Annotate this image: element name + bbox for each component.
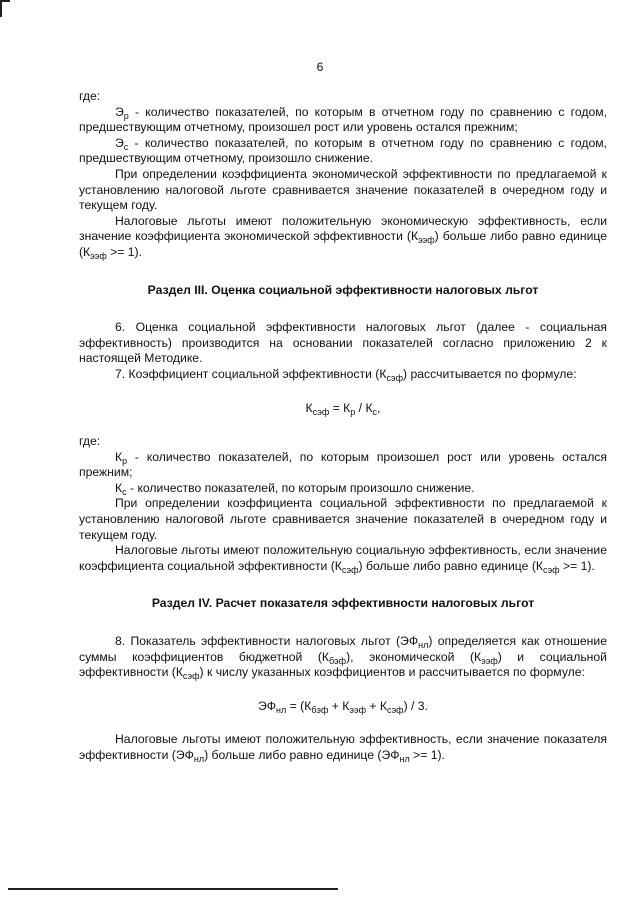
paragraph-7: 7. Коэффициент социальной эффективности $(К_{сэф})$ рассчитывается по формуле: bbox=[115, 366, 577, 383]
kc-definition: $К_с$ - количество показателей, по которым произошло снижение. bbox=[115, 480, 475, 497]
paragraph-overall-positive: Налоговые льготы имеют положительную эффективность, если значение показателя эффективности $(ЭФ_{нл})$ больше либо равно единице $(ЭФ_{нл} >= 1)$. bbox=[79, 732, 607, 764]
where-label: где: bbox=[79, 434, 101, 449]
kr-definition: $К_р$ - количество показателей, по которым произошел рост или уровень остался прежним; bbox=[79, 449, 607, 480]
scan-mark bbox=[0, 0, 2, 17]
social-formula: $К_{сэф} = К_р / К_с$, bbox=[305, 400, 381, 417]
paragraph-6: 6. Оценка социальной эффективности налоговых льгот (далее - социальная эффективность) производится на основании показателей согласно приложению 2 к настоящей Методике. bbox=[79, 320, 607, 366]
paragraph-economic-comparison: При определении коэффициента экономической эффективности по предлагаемой к установлению налоговой льготе сравнивается значение показателей в очередном году и текущем году. bbox=[79, 166, 607, 213]
section-3-heading: Раздел III. Оценка социальной эффективности налоговых льгот bbox=[147, 282, 539, 297]
scan-mark bbox=[0, 0, 10, 2]
efficiency-formula: $ЭФ_{нл} = (К_{бэф} + К_{ээф} + К_{сэф}) / 3$. bbox=[258, 698, 428, 715]
where-label: где: bbox=[79, 89, 101, 103]
paragraph-8: 8. Показатель эффективности налоговых льгот $(ЭФ_{нл})$ определяется как отношение суммы коэффициентов бюджетной $(К_{бэф})$, экономической $(К_{ээф})$ и социальной эффективности $(К_{сэф})$ к числу указанных коэффициентов и рассчитывается по формуле: bbox=[79, 634, 607, 682]
page-number: 6 bbox=[316, 60, 324, 74]
footnote-rule bbox=[8, 888, 338, 890]
paragraph-economic-positive: Налоговые льготы имеют положительную экономическую эффективность, если значение коэффициента экономической эффективности $(К_{ээф})$ больше либо равно единице $(К_{ээф} >= 1)$. bbox=[79, 213, 607, 261]
document-body bbox=[79, 89, 607, 764]
section-4-heading: Раздел IV. Расчет показателя эффективности налоговых льгот bbox=[151, 596, 535, 611]
es-definition: $Э_с$ - количество показателей, по которым в отчетном году по сравнению с годом, предшествующим отчетному, произошло снижение. bbox=[79, 135, 607, 166]
paragraph-social-positive: Налоговые льготы имеют положительную социальную эффективность, если значение коэффициента социальной эффективности $(К_{сэф})$ больше либо равно единице $(К_{сэф} >= 1)$. bbox=[79, 543, 607, 575]
er-definition: $Э_р$ - количество показателей, по которым в отчетном году по сравнению с годом, предшествующим отчетному, произошел рост или уровень остался прежним; bbox=[79, 104, 607, 135]
paragraph-social-comparison: При определении коэффициента социальной эффективности по предлагаемой к установлению налоговой льготе сравнивается значение показателей в очередном году и текущем году. bbox=[79, 496, 607, 542]
